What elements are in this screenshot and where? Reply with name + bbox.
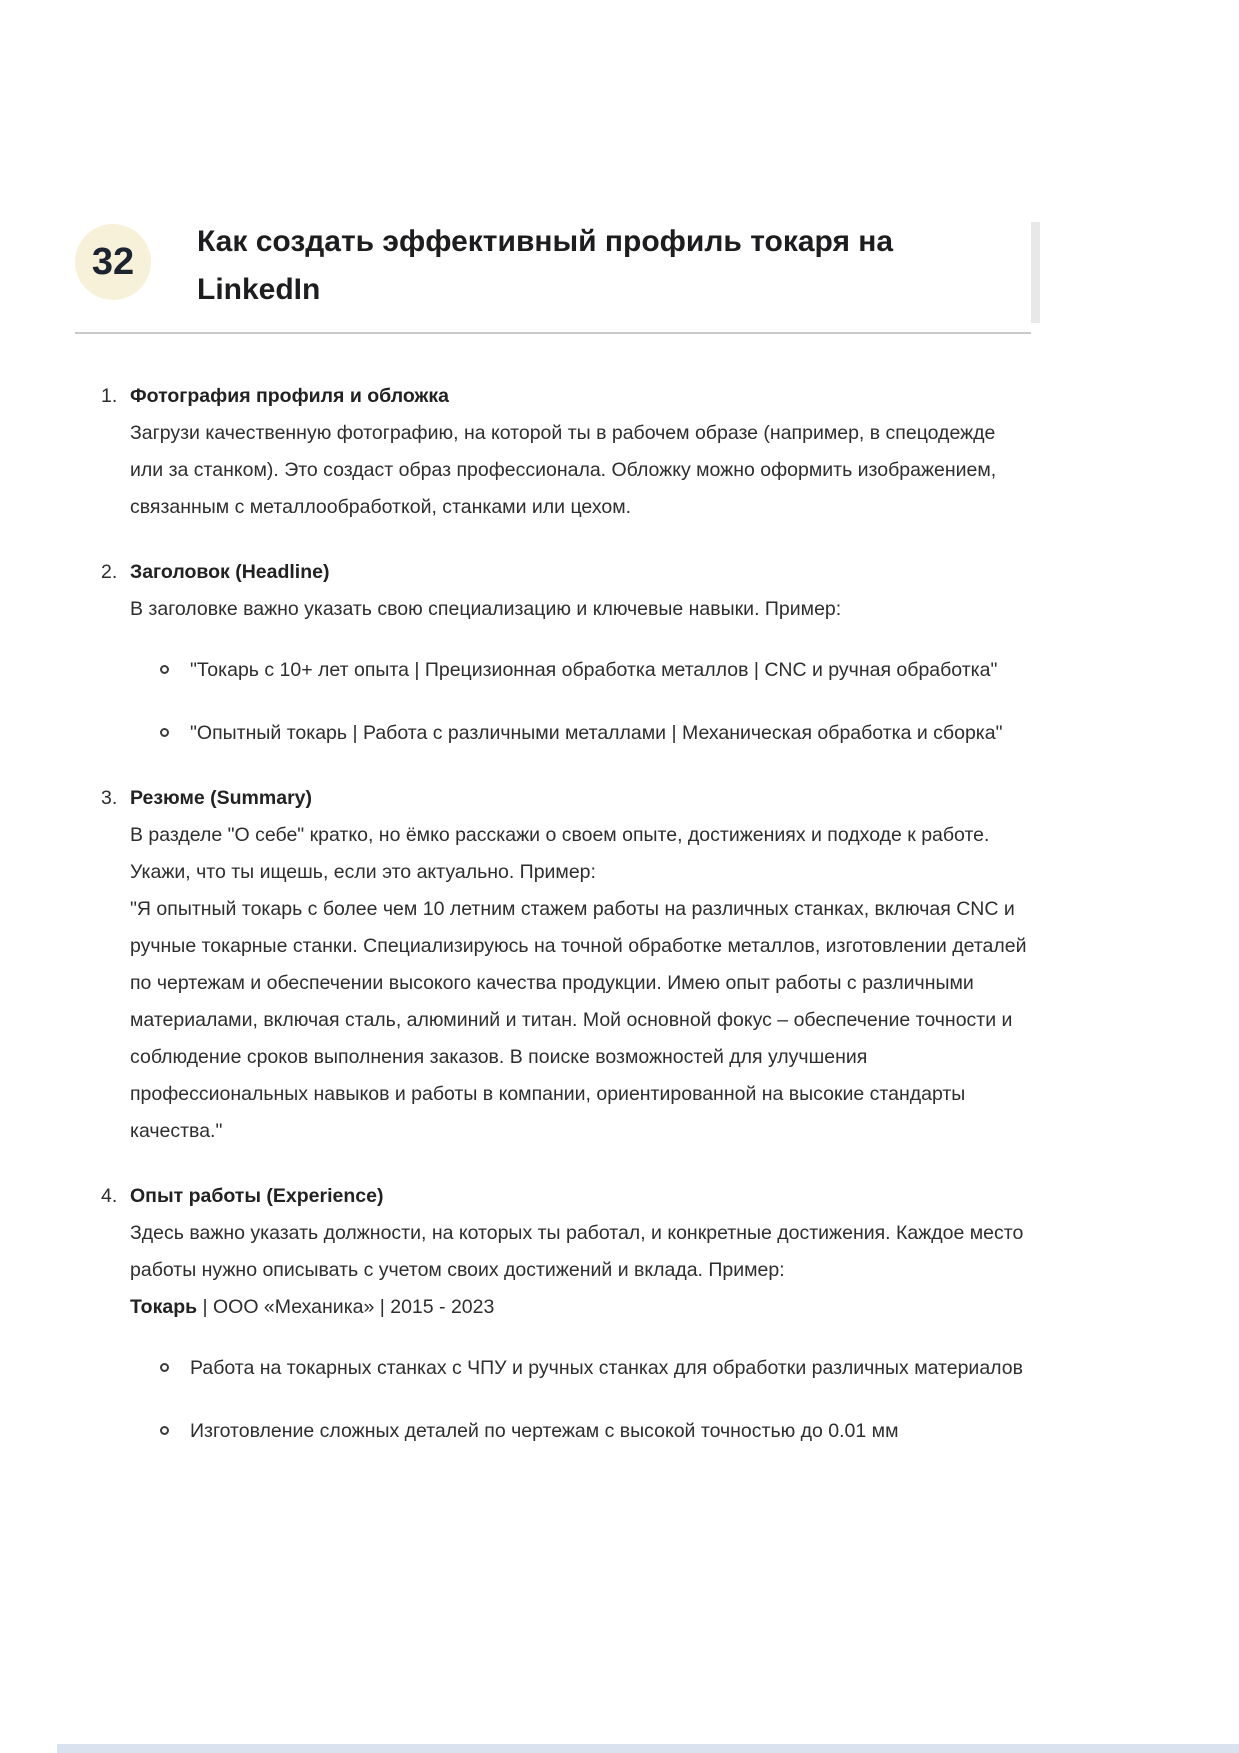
chapter-number: 32 — [91, 240, 135, 283]
circle-bullet-icon — [160, 1426, 169, 1435]
list-item-headline — [75, 554, 1031, 752]
circle-bullet-icon — [160, 1363, 169, 1372]
list-item-photo — [75, 378, 1031, 526]
section-paragraph: В разделе "О себе" кратко, но ёмко расскажи о своем опыте, достижениях и подходе к работе. Укажи, что ты ищешь, если это актуально. Пример: — [130, 824, 990, 883]
bullet-text: Изготовление сложных деталей по чертежам с высокой точностью до 0.01 мм — [190, 1420, 899, 1442]
list-item — [130, 652, 1031, 689]
circle-bullet-icon — [160, 665, 169, 674]
page-content — [75, 218, 1031, 1478]
section-heading: Заголовок (Headline) — [130, 561, 330, 583]
list-item — [130, 715, 1031, 752]
bullet-text: "Токарь с 10+ лет опыта | Прецизионная обработка металлов | CNC и ручная обработка" — [190, 659, 998, 681]
chapter-header — [75, 218, 1031, 314]
job-details: | ООО «Механика» | 2015 - 2023 — [197, 1296, 495, 1318]
section-number: 1. — [101, 385, 118, 407]
bullet-list — [130, 652, 1031, 752]
section-heading: Фотография профиля и обложка — [130, 385, 449, 407]
job-title: Токарь — [130, 1296, 198, 1318]
experience-example-line — [130, 1289, 1031, 1326]
section-paragraph: Здесь важно указать должности, на которых ты работал, и конкретные достижения. Каждое место работы нужно описывать с учетом своих достижений и вклада. Пример: — [130, 1222, 1024, 1281]
section-number: 3. — [101, 787, 118, 809]
bullet-text: "Опытный токарь | Работа с различными металлами | Механическая обработка и сборка" — [190, 722, 1003, 744]
list-item — [130, 1413, 1031, 1450]
circle-bullet-icon — [160, 728, 169, 737]
section-paragraph: Загрузи качественную фотографию, на которой ты в рабочем образе (например, в спецодежде или за станком). Это создаст образ профессионала. Обложку можно оформить изображением, связанным с металлообработкой, станками или цехом. — [130, 422, 997, 518]
page-edge-strip — [1031, 222, 1040, 323]
section-number: 4. — [101, 1185, 118, 1207]
sections-list — [75, 378, 1031, 1450]
bullet-text: Работа на токарных станках с ЧПУ и ручных станках для обработки различных материалов — [190, 1357, 1023, 1379]
section-paragraph: "Я опытный токарь с более чем 10 летним стажем работы на различных станках, включая CNC и ручные токарные станки. Специализируюсь на точной обработке металлов, изготовлении деталей по чертежам и обеспечении высокого качества продукции. Имею опыт работы с различными материалами, включая сталь, алюминий и титан. Мой основной фокус – обеспечение точности и соблюдение сроков выполнения заказов. В поиске возможностей для улучшения профессиональных навыков и работы в компании, ориентированной на высокие стандарты качества." — [130, 898, 1027, 1142]
next-section-edge-bar — [57, 1744, 1239, 1753]
list-item-experience — [75, 1178, 1031, 1450]
title-divider — [75, 332, 1031, 334]
list-item-summary — [75, 780, 1031, 1150]
section-number: 2. — [101, 561, 118, 583]
chapter-number-badge — [75, 224, 151, 300]
section-heading: Опыт работы (Experience) — [130, 1185, 384, 1207]
section-paragraph: В заголовке важно указать свою специализацию и ключевые навыки. Пример: — [130, 598, 842, 620]
page-title: Как создать эффективный профиль токаря на LinkedIn — [197, 225, 894, 306]
list-item — [130, 1350, 1031, 1387]
bullet-list — [130, 1350, 1031, 1450]
section-heading: Резюме (Summary) — [130, 787, 313, 809]
